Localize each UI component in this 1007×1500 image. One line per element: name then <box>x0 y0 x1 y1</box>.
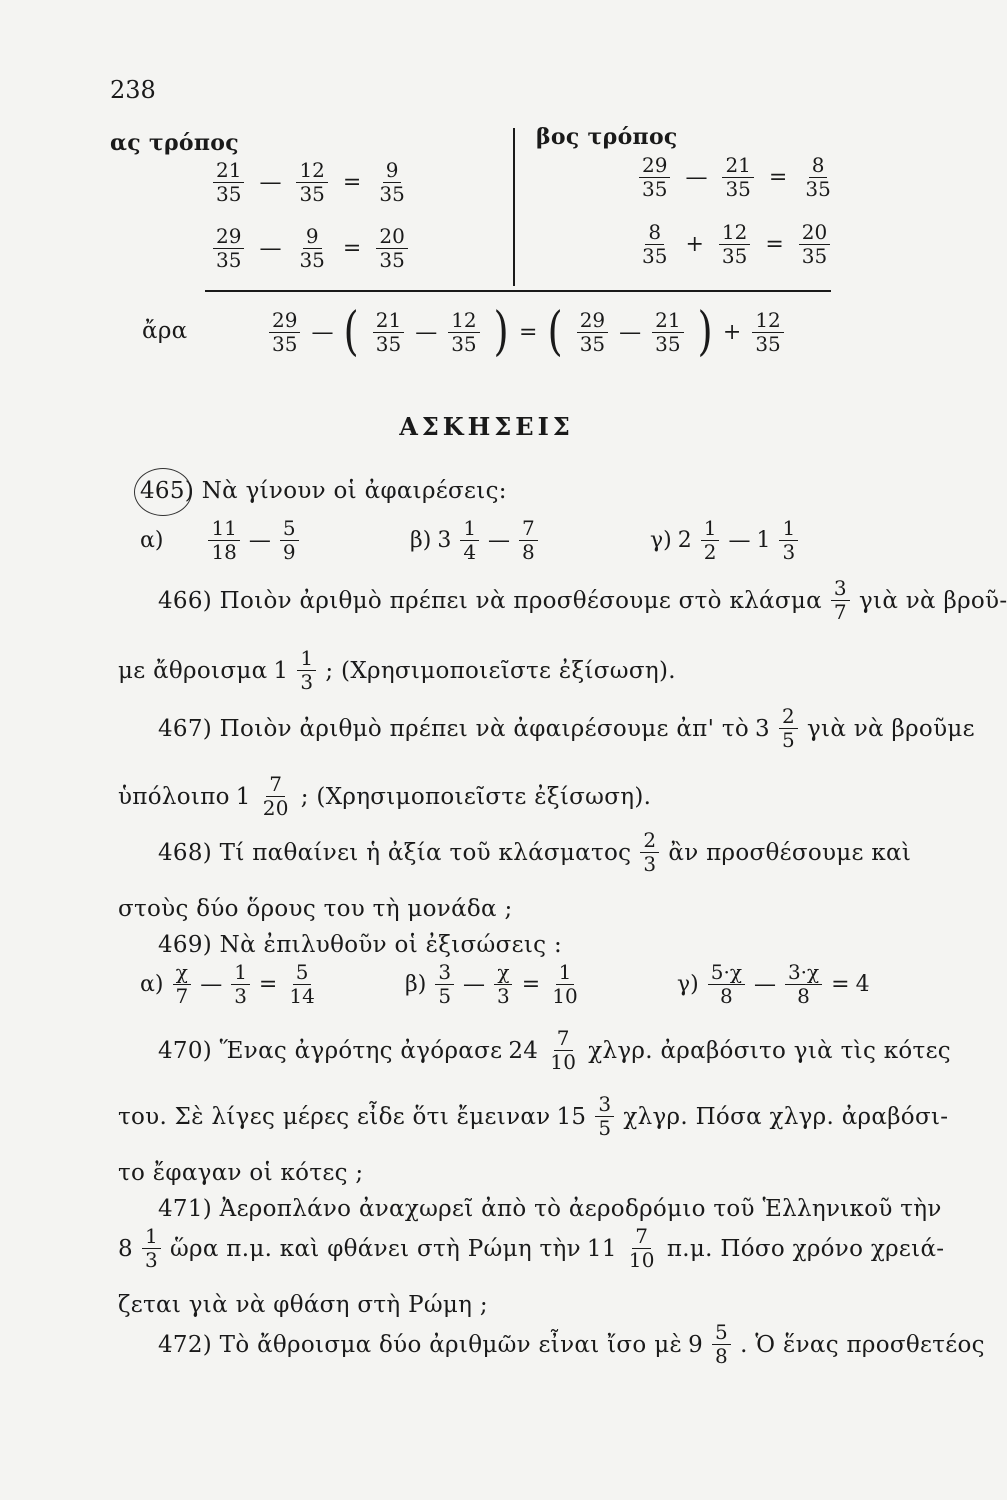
fraction: $\frac{21}{35}$ <box>373 310 404 355</box>
ex471-line1: 471) Ἀεροπλάνο ἀναχωρεῖ ἀπὸ τὸ ἀεροδρόμιο τοῦ Ἑλληνικοῦ τὴν <box>158 1196 942 1222</box>
method-a-label: ας τρόπος <box>110 130 239 156</box>
ex466-line1: 466) Ποιὸν ἀριθμὸ πρέπει νὰ προσθέσουμε στὸ κλάσμα $\frac{3}{7}$ γιὰ νὰ βροῦ- <box>158 576 1007 624</box>
ex468-line2: στοὺς δύο ὅρους του τὴ μονάδα ; <box>118 896 513 922</box>
method-b-row2: $\frac{8}{35}$ + $\frac{12}{35}$ = $\frac{20}{35}$ <box>636 222 833 267</box>
ex467-line2: ὑπόλοιπο 1 $\frac{7}{20}$ ; (Χρησιμοποιεῖστε ἐξίσωση). <box>118 772 652 820</box>
ex471-line3: ζεται γιὰ νὰ φθάση στὴ Ρώμη ; <box>118 1292 488 1318</box>
ex469-line1: 469) Νὰ ἐπιλυθοῦν οἱ ἐξισώσεις : <box>158 932 562 958</box>
fraction: $\frac{20}{35}$ <box>376 226 407 271</box>
fraction: $\frac{20}{35}$ <box>799 222 830 267</box>
fraction: $\frac{12}{35}$ <box>448 310 479 355</box>
fraction: $\frac{21}{35}$ <box>652 310 683 355</box>
ex465-a: α) $\frac{11}{18}$ — $\frac{5}{9}$ <box>140 518 410 563</box>
ex469-items <box>140 962 920 1007</box>
ara-equation: $\frac{29}{35}$ — ( $\frac{21}{35}$ — $\frac{12}{35}$ ) = ( $\frac{29}{35}$ — $\frac{21}{35}$ ) + $\frac{12}{35}$ <box>266 306 787 358</box>
ex466-line2: με ἄθροισμα 1 $\frac{1}{3}$ ; (Χρησιμοποιεῖστε ἐξίσωση). <box>118 646 676 694</box>
fraction: $\frac{12}{35}$ <box>752 310 783 355</box>
ex465-items <box>140 518 900 563</box>
ex467-line1: 467) Ποιὸν ἀριθμὸ πρέπει νὰ ἀφαιρέσουμε ἀπ' τὸ 3 $\frac{2}{5}$ γιὰ νὰ βροῦμε <box>158 704 975 752</box>
fraction: $\frac{8}{35}$ <box>642 220 668 268</box>
ex465-b: β) 3 $\frac{1}{4}$ — $\frac{7}{8}$ <box>410 518 650 563</box>
fraction: $\frac{29}{35}$ <box>213 226 244 271</box>
ex470-line3: το ἔφαγαν οἱ κότες ; <box>118 1160 364 1186</box>
fraction: $\frac{8}{35}$ <box>805 153 831 201</box>
ex472-line1: 472) Τὸ ἄθροισμα δύο ἀριθμῶν εἶναι ἴσο μὲ 9 $\frac{5}{8}$ . Ὁ ἕνας προσθετέος <box>158 1320 985 1368</box>
fraction: $\frac{9}{35}$ <box>379 158 405 206</box>
ex469-a: α) $\frac{\chi}{7}$ — $\frac{1}{3}$ = $\frac{5}{14}$ <box>140 960 315 1008</box>
method-b-label: βος τρόπος <box>536 124 678 150</box>
ex468-line1: 468) Τί παθαίνει ἡ ἀξία τοῦ κλάσματος $\frac{2}{3}$ ἂν προσθέσουμε καὶ <box>158 828 912 876</box>
method-a-row1: $\frac{21}{35}$ — $\frac{12}{35}$ = $\frac{9}{35}$ <box>210 160 411 205</box>
ex470-line1: 470) Ἕνας ἀγρότης ἀγόρασε 24 $\frac{7}{10}$ χλγρ. ἀραβόσιτο γιὰ τὶς κότες <box>158 1026 951 1074</box>
ex465-c: γ) 2 $\frac{1}{2}$ — 1 $\frac{1}{3}$ <box>650 518 801 563</box>
divider-vertical <box>513 128 515 286</box>
divider-horizontal <box>205 290 831 292</box>
ex470-line2: του. Σὲ λίγες μέρες εἶδε ὅτι ἔμειναν 15 $\frac{3}{5}$ χλγρ. Πόσα χλγρ. ἀραβόσι- <box>118 1092 949 1140</box>
ex465-line: 465) Νὰ γίνουν οἱ ἀφαιρέσεις: <box>140 478 507 504</box>
ex469-b: β) $\frac{3}{5}$ — $\frac{\chi}{3}$ = $\frac{1}{10}$ <box>405 960 578 1008</box>
method-a-row2: $\frac{29}{35}$ — $\frac{9}{35}$ = $\frac{20}{35}$ <box>210 226 411 271</box>
fraction: $\frac{29}{35}$ <box>639 155 670 200</box>
fraction: $\frac{21}{35}$ <box>722 155 753 200</box>
fraction: $\frac{9}{35}$ <box>299 224 325 272</box>
exercises-title: ΑΣΚΗΣΕΙΣ <box>399 412 574 441</box>
fraction: $\frac{21}{35}$ <box>213 160 244 205</box>
page-number: 238 <box>110 76 156 104</box>
ex471-line2: 8 $\frac{1}{3}$ ὥρα π.μ. καὶ φθάνει στὴ Ρώμη τὴν 11 $\frac{7}{10}$ π.μ. Πόσο χρόνο χρειά- <box>118 1224 945 1272</box>
fraction: $\frac{29}{35}$ <box>269 310 300 355</box>
fraction: $\frac{12}{35}$ <box>296 160 327 205</box>
fraction: $\frac{29}{35}$ <box>577 310 608 355</box>
ara-label: ἄρα <box>142 318 188 344</box>
fraction: $\frac{12}{35}$ <box>719 222 750 267</box>
ex469-c: γ) $\frac{5\cdot\chi}{8}$ — $\frac{3\cdot\chi}{8}$ = 4 <box>677 960 870 1008</box>
method-b-row1: $\frac{29}{35}$ — $\frac{21}{35}$ = $\frac{8}{35}$ <box>636 155 837 200</box>
